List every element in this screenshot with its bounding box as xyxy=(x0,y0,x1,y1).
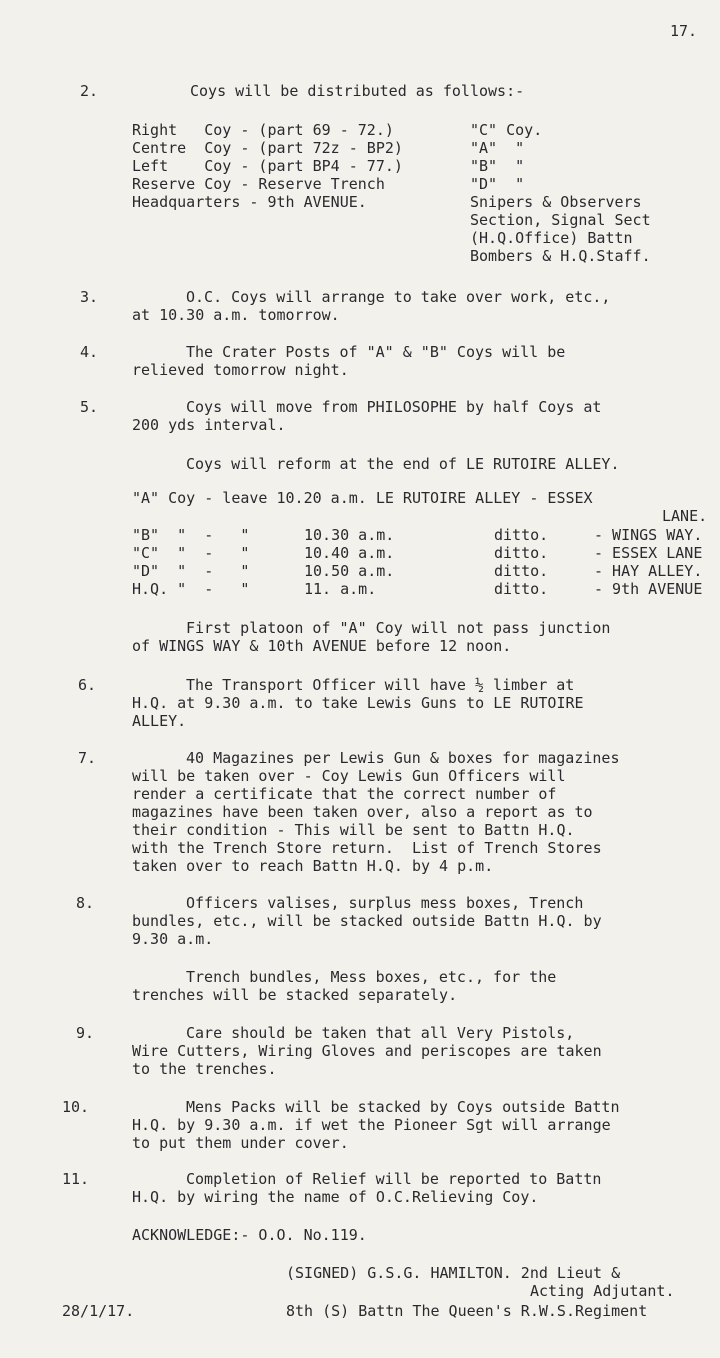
move-row-dest: - ESSEX LANE xyxy=(594,544,703,562)
move-row-time: 10.30 a.m. xyxy=(304,526,395,544)
move-row-coy: "D" " - " xyxy=(132,562,250,580)
para-4-line: relieved tomorrow night. xyxy=(132,361,349,379)
move-row-ditto: ditto. xyxy=(494,562,549,580)
distribution-row-coy: "B" " xyxy=(470,157,525,175)
distribution-row-position: Reserve Coy - Reserve Trench xyxy=(132,175,385,193)
para-4-line: The Crater Posts of "A" & "B" Coys will be xyxy=(186,343,566,361)
signature-title: Acting Adjutant. xyxy=(530,1282,675,1300)
para-2-intro: Coys will be distributed as follows:- xyxy=(190,82,525,100)
para-6-line: The Transport Officer will have ½ limber at xyxy=(186,676,575,694)
para-7-line: magazines have been taken over, also a report as to xyxy=(132,803,593,821)
signature-line: (SIGNED) G.S.G. HAMILTON. 2nd Lieut & xyxy=(286,1264,621,1282)
move-row-dest: - HAY ALLEY. xyxy=(594,562,703,580)
para-7-line: their condition - This will be sent to Battn H.Q. xyxy=(132,821,575,839)
move-row-ditto: ditto. xyxy=(494,580,549,598)
move-row-dest: - 9th AVENUE xyxy=(594,580,703,598)
para-5-reform: Coys will reform at the end of LE RUTOIRE ALLEY. xyxy=(186,455,620,473)
para-3-line: at 10.30 a.m. tomorrow. xyxy=(132,306,340,324)
battalion-line: 8th (S) Battn The Queen's R.W.S.Regiment xyxy=(286,1302,648,1320)
para-2-number: 2. xyxy=(80,82,99,100)
para-7-line: will be taken over - Coy Lewis Gun Officers will xyxy=(132,767,566,785)
move-row-time: 11. a.m. xyxy=(304,580,377,598)
para-5-line: 200 yds interval. xyxy=(132,416,286,434)
move-row-a-cont: LANE. xyxy=(662,507,708,525)
move-row-time: 10.50 a.m. xyxy=(304,562,395,580)
distribution-row-coy: "A" " xyxy=(470,139,525,157)
move-row-coy: "B" " - " xyxy=(132,526,250,544)
move-row-ditto: ditto. xyxy=(494,544,549,562)
para-8-separate: Trench bundles, Mess boxes, etc., for the xyxy=(186,968,557,986)
platoon-line: of WINGS WAY & 10th AVENUE before 12 noon. xyxy=(132,637,512,655)
move-row-time: 10.40 a.m. xyxy=(304,544,395,562)
distribution-row-coy: "D" " xyxy=(470,175,525,193)
move-row-ditto: ditto. xyxy=(494,526,549,544)
acknowledge-line: ACKNOWLEDGE:- O.O. No.119. xyxy=(132,1226,367,1244)
para-7-line: taken over to reach Battn H.Q. by 4 p.m. xyxy=(132,857,494,875)
para-8-line: Officers valises, surplus mess boxes, Trench xyxy=(186,894,584,912)
page-number: 17. xyxy=(670,22,698,40)
para-6-line: ALLEY. xyxy=(132,712,187,730)
para-7-line: render a certificate that the correct number of xyxy=(132,785,557,803)
move-row-coy: "C" " - " xyxy=(132,544,250,562)
para-8-line: bundles, etc., will be stacked outside Battn H.Q. by xyxy=(132,912,602,930)
distribution-row-position: Centre Coy - (part 72z - BP2) xyxy=(132,139,403,157)
distribution-row-position: Headquarters - 9th AVENUE. xyxy=(132,193,367,211)
platoon-line: First platoon of "A" Coy will not pass junction xyxy=(186,619,611,637)
para-8-number: 8. xyxy=(76,894,95,912)
para-10-line: Mens Packs will be stacked by Coys outside Battn xyxy=(186,1098,620,1116)
para-11-line: Completion of Relief will be reported to Battn xyxy=(186,1170,602,1188)
para-10-number: 10. xyxy=(62,1098,90,1116)
hq-extra-line: (H.Q.Office) Battn xyxy=(470,229,633,247)
move-row-dest: - WINGS WAY. xyxy=(594,526,703,544)
document-date: 28/1/17. xyxy=(62,1302,135,1320)
distribution-row-position: Right Coy - (part 69 - 72.) xyxy=(132,121,394,139)
para-3-number: 3. xyxy=(80,288,99,306)
para-7-number: 7. xyxy=(78,749,97,767)
para-8-line: 9.30 a.m. xyxy=(132,930,214,948)
move-row-coy: H.Q. " - " xyxy=(132,580,250,598)
para-9-number: 9. xyxy=(76,1024,95,1042)
para-6-number: 6. xyxy=(78,676,97,694)
para-11-number: 11. xyxy=(62,1170,90,1188)
para-4-number: 4. xyxy=(80,343,99,361)
para-8-separate: trenches will be stacked separately. xyxy=(132,986,458,1004)
distribution-row-coy: Snipers & Observers xyxy=(470,193,642,211)
para-6-line: H.Q. at 9.30 a.m. to take Lewis Guns to LE RUTOIRE xyxy=(132,694,584,712)
hq-extra-line: Section, Signal Sect xyxy=(470,211,651,229)
para-9-line: Wire Cutters, Wiring Gloves and periscopes are taken xyxy=(132,1042,602,1060)
para-10-line: to put them under cover. xyxy=(132,1134,349,1152)
para-11-line: H.Q. by wiring the name of O.C.Relieving Coy. xyxy=(132,1188,539,1206)
para-7-line: with the Trench Store return. List of Trench Stores xyxy=(132,839,602,857)
hq-extra-line: Bombers & H.Q.Staff. xyxy=(470,247,651,265)
distribution-row-coy: "C" Coy. xyxy=(470,121,543,139)
para-5-line: Coys will move from PHILOSOPHE by half Coys at xyxy=(186,398,602,416)
para-7-line: 40 Magazines per Lewis Gun & boxes for magazines xyxy=(186,749,620,767)
para-10-line: H.Q. by 9.30 a.m. if wet the Pioneer Sgt will arrange xyxy=(132,1116,611,1134)
para-9-line: to the trenches. xyxy=(132,1060,277,1078)
distribution-row-position: Left Coy - (part BP4 - 77.) xyxy=(132,157,403,175)
para-5-number: 5. xyxy=(80,398,99,416)
para-9-line: Care should be taken that all Very Pistols, xyxy=(186,1024,575,1042)
para-3-line: O.C. Coys will arrange to take over work, etc., xyxy=(186,288,611,306)
move-row-a: "A" Coy - leave 10.20 a.m. LE RUTOIRE ALLEY - ESSEX xyxy=(132,489,593,507)
